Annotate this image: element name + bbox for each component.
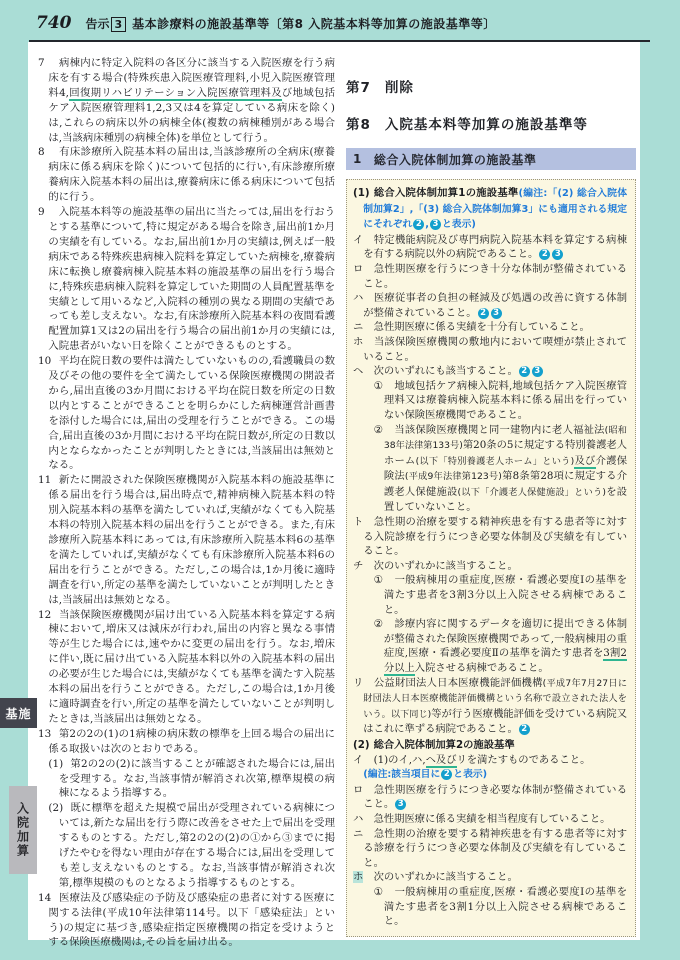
item-marker: 10 — [38, 355, 52, 368]
item-marker-cell — [374, 423, 395, 438]
paragraph-8: 8 有床診療所入院基本料の届出は,当該診療所の全病床(療養病床に係る病床を除く)について包括的に行い,有床診療所療養病床入院基本料の届出は,療養病床に係る病床について包括的に行う。 — [38, 146, 335, 204]
criteria-subitem-①: ① 地域包括ケア病棟入院料,地域包括ケア入院医療管理料又は療養病棟入院基本料に係る届出を行っていない保険医療機関であること。 — [373, 379, 627, 421]
paragraph-13-sub-(1): (1) 第2の2の(2)に該当することが確認された場合には,届出を受理する。なお,当該事情が解消され次第,標準規模の病棟になるよう指導する。 — [48, 757, 335, 800]
applies-to-badge-3: 3 — [552, 249, 563, 260]
item-marker-cell — [38, 145, 59, 160]
right-column — [346, 42, 636, 937]
item-marker-cell — [353, 291, 374, 306]
criteria-section-title: 総合入院体制加算1の施設基準 — [373, 187, 519, 199]
item-marker: ハ — [353, 812, 364, 825]
criteria-item-イ: イ 特定機能病院及び専門病院入院基本料を算定する病棟を有する病院以外の病院であること。 2 3 — [353, 233, 627, 261]
content-sheet — [28, 42, 640, 949]
applies-to-badge-3: 3 — [430, 219, 441, 230]
item-marker: (2) — [48, 802, 64, 815]
revision-underline: 回復期リハビリテーション入院医療管理料及 — [68, 86, 282, 99]
item-marker-cell — [38, 56, 59, 71]
item-marker: 9 — [38, 206, 45, 219]
inline-text: (昭和38年法律第133号) — [383, 424, 627, 452]
item-marker: ロ — [353, 262, 364, 275]
item-marker: 11 — [38, 474, 52, 487]
applies-to-badge-2: 2 — [413, 219, 424, 230]
item-marker: ホ — [353, 871, 364, 884]
paragraph-9: 9 入院基本料等の施設基準の届出に当たっては,届出を行おうとする基準について,特に規定がある場合を除き,届出前1か月の実績を有している。なお,届出前1か月の実績は,例えば一般病床である特殊疾患病棟入院料を算定していた病棟を,療養病床に転換し療養病棟入院基本料の施設基準の届出を行う場合に,特殊疾患病棟入院料を算定していた期間の人員配置基準を実績として用いるなど,入院料の種別の異なる期間の実績であっても差し支えない。なお,有床診療所入院基本料の夜間看護配置加算1又は2の届出を行う場合の届出前1か月の実績には,入院患者がいない日を除くことができるものとする。 — [38, 206, 335, 353]
item-marker: ニ — [353, 321, 364, 334]
item-marker-cell — [38, 473, 59, 488]
item-marker: 13 — [38, 727, 52, 740]
applies-to-badge-2: 2 — [478, 308, 489, 319]
item-marker-cell — [374, 379, 395, 394]
header-title: 基本診療料の施設基準等〔第8 入院基本料等加算の施設基準等〕 — [132, 17, 496, 31]
criteria-item-ホ: ホ 次のいずれかに該当すること。 — [353, 871, 518, 884]
item-marker: ① — [373, 885, 383, 898]
applies-to-badge-3: 3 — [395, 799, 406, 810]
item-marker: (2) — [353, 738, 370, 751]
item-marker-cell — [353, 335, 374, 350]
item-marker-cell — [353, 738, 374, 753]
item-marker-cell — [374, 573, 395, 588]
criteria-subitem-①: ① 一般病棟用の重症度,医療・看護必要度Ⅰの基準を満たす患者を3割3分以上入院させる病棟であること。 — [373, 574, 627, 616]
heading-section-7: 第7 削除 — [346, 80, 414, 96]
item-marker: (1) — [48, 757, 64, 770]
item-marker-cell — [374, 885, 395, 900]
item-marker: ヘ — [353, 365, 364, 378]
criteria-item-ホ: ホ 当該保険医療機関の敷地内において喫煙が禁止されていること。 — [353, 335, 627, 363]
paragraph-11: 11 新たに開設された保険医療機関が入院基本料の施設基準に係る届出を行う場合は,届出時点で,精神病棟入院基本料の特別入院基本料の基準を満たしていれば,実績がなくても入院基本料の特別入院基本料の届出を行うことができる。また,有床診療所入院基本料にあっては,有床診療所入院基本料6の基準を満たしていれば,実績がなくても有床診療所入院基本料6の届出を行うことができる。ただし,この場合は,1か月後に適時調査を行い,所定の基準を満たしていないことが判明したときは,当該届出は無効となる。 — [38, 474, 335, 606]
paragraph-14: 14 医療法及び感染症の予防及び感染症の患者に対する医療に関する法律(平成10年法律第114号。以下「感染症法」という)の規定に基づき,感染症指定医療機関の指定を受けようとする保険医療機関は,その旨を届け出る。 — [38, 891, 335, 949]
editorial-note: (編注:該当項目に — [363, 769, 441, 781]
criteria-box — [346, 179, 636, 937]
criteria-item-ニ: ニ 急性期の治療を要する精神疾患を有する患者等に対する診療を行うにつき必要な体制及び実績を有していること。 — [353, 827, 627, 869]
editorial-note: , — [425, 219, 430, 231]
item-marker: リ — [353, 676, 364, 689]
applies-to-badge-2: 2 — [441, 769, 452, 780]
heading-section-8: 第8 入院基本料等加算の施設基準等 — [346, 117, 588, 133]
item-marker-cell — [48, 757, 70, 772]
editorial-note: (編注:「(2) 総合入院体制加算2」,「(3) 総合入院体制加算3」にも適用される規定にそれぞれ — [363, 188, 628, 231]
item-marker: ② — [373, 423, 383, 436]
applies-to-badge-3: 3 — [532, 366, 543, 377]
item-marker-cell — [353, 812, 374, 827]
editorial-note: と表示) — [453, 769, 488, 781]
page-number: 740 — [36, 13, 72, 33]
item-marker: イ — [353, 753, 364, 766]
criteria-item-ロ: ロ 急性期医療を行うにつき必要な体制が整備されていること。 3 — [353, 783, 627, 811]
revision-underline: 及び — [574, 454, 596, 467]
item-marker-cell — [353, 515, 374, 530]
criteria-item-ロ: ロ 急性期医療を行うにつき十分な体制が整備されていること。 — [353, 262, 627, 290]
item-marker-cell — [38, 354, 59, 369]
criteria-subitem-②: ② 当該保険医療機関と同一建物内に老人福祉法(昭和38年法律第133号)第20条の5に規定する特別養護老人ホーム(以下「特別養護老人ホーム」という)及び介護保険法(平成9年法律第123号)第8条第28項に規定する介護老人保健施設(以下「介護老人保健施設」という)を設置していないこと。 — [373, 423, 628, 514]
criteria-item-ト: ト 急性期の治療を要する精神疾患を有する患者等に対する入院診療を行うにつき必要な体制及び実績を有していること。 — [353, 516, 627, 558]
item-marker-cell — [353, 676, 374, 691]
notice-number-box: 3 — [111, 17, 127, 32]
item-marker: イ — [353, 233, 364, 246]
editorial-note: と表示) — [442, 219, 476, 231]
inline-text: (平成9年法律第123号) — [404, 471, 502, 483]
left-column — [38, 56, 335, 950]
revision-underline: ヘ及び — [425, 753, 457, 766]
notice-label: 告示 3 — [86, 15, 133, 32]
criteria-section-(2) — [353, 738, 627, 753]
criteria-item-ハ: ハ 急性期医療に係る実績を相当程度有していること。 — [353, 812, 611, 825]
item-marker: ト — [353, 516, 364, 529]
item-marker: 14 — [38, 891, 52, 904]
paragraph-13-sub-(2): (2) 既に標準を超えた規模で届出が受理されている病棟については,新たな届出を行う際に改善をさせた上で届出を受理するものとする。ただし,第2の2の(2)の①から③までに掲げたやむを得ない理由が存在する場合には,届出を受理しても差し支えないものとする。なお,当該事情が解消され次第,標準規模のものとなるよう指導するものとする。 — [48, 802, 335, 889]
criteria-item-チ: チ 次のいずれかに該当すること。 — [353, 559, 518, 572]
item-marker-cell — [353, 364, 374, 379]
item-marker-cell — [353, 783, 374, 798]
criteria-item-リ: リ 公益財団法人日本医療機能評価機構(平成7年7月27日に財団法人日本医療機能評価機構という名称で設立された法人をいう。以下同じ)等が行う医療機能評価を受けている病院又はこれに準ずる病院であること。 2 — [353, 676, 628, 736]
inline-text: (平成7年7月27日に財団法人日本医療機能評価機構という名称で設立された法人をいう。以下同じ) — [363, 677, 628, 720]
item-marker-cell — [353, 262, 374, 277]
item-marker-cell — [353, 870, 374, 885]
item-marker: ① — [373, 574, 383, 587]
item-marker: ホ — [353, 335, 364, 348]
inline-text: (以下「特別養護老人ホーム」という) — [415, 455, 575, 467]
item-marker-cell — [38, 205, 59, 220]
item-marker-cell — [353, 233, 374, 248]
item-marker-cell — [353, 186, 374, 201]
item-marker-cell — [38, 608, 59, 623]
item-marker-cell — [353, 559, 374, 574]
applies-to-badge-2: 2 — [519, 724, 530, 735]
applies-to-badge-2: 2 — [519, 366, 530, 377]
item-marker: 8 — [38, 146, 45, 159]
item-marker-cell — [353, 753, 374, 768]
sidebar-tab-nyuin-kasan: 入院加算 — [9, 786, 37, 874]
item-marker: ロ — [353, 783, 364, 796]
paragraph-13: 13 第2の2の(1)の1病棟の病床数の標準を上回る場合の届出に係る取扱いは次のとおりである。 — [38, 727, 335, 755]
criteria-item-ハ: ハ 医療従事者の負担の軽減及び処遇の改善に資する体制が整備されていること。 2 3 — [353, 292, 627, 319]
criteria-subitem-②: ② 診療内容に関するデータを適切に提出できる体制が整備された保険医療機関であって,一般病棟用の重症度,医療・看護必要度Ⅱの基準を満たす患者を3割2分以上入院させる病棟であること。 — [373, 618, 627, 674]
item-marker: ニ — [353, 827, 364, 840]
item-marker-cell — [374, 617, 395, 632]
item-marker: チ — [353, 559, 364, 572]
sidebar-tab-kiso: 基施 — [0, 698, 37, 728]
paragraph-7: 7 病棟内に特定入院料の各区分に該当する入院医療を行う病床を有する場合(特殊疾患入院医療管理料,小児入院医療管理料4,回復期リハビリテーション入院医療管理料及び地域包括ケア入院医療管理料1,2,3又は4を算定している病床を除く)は,これらの病床以外の病棟全体(複数の病棟種別がある場合は,当該病床種別の病棟全体)を単位として行う。 — [38, 57, 336, 144]
item-marker-cell — [38, 891, 59, 906]
item-marker: (1) — [353, 187, 370, 199]
revision-underline: 3割2分以上 — [383, 647, 627, 674]
paragraph-12: 12 当該保険医療機関が届け出ている入院基本料を算定する病棟において,増床又は減床が行われ,届出の内容と異なる事情等が生じた場合には,速やかに変更の届出を行う。なお,増床に伴い,既に届け出ている入院基本料以外の入院基本料の届出の必要が生じた場合には,実績がなくても基準を満たす入院基本料の届出を行うことができる。ただし,この場合は,1か月後に適時調査を行い,所定の基準を満たしていないことが判明したときは,当該届出は無効となる。 — [38, 608, 335, 725]
item-marker-cell — [353, 827, 374, 842]
item-marker-cell — [48, 801, 70, 816]
criteria-item-イ: イ (1)のイ,ハ,ヘ及びリを満たすものであること。 (編注:該当項目に 2 と表示) — [353, 753, 627, 783]
criteria-section-title: 総合入院体制加算2の施設基準 — [373, 738, 515, 751]
criteria-item-ニ: ニ 急性期医療に係る実績を十分有していること。 — [353, 321, 590, 334]
paragraph-10: 10 平均在院日数の要件は満たしていないものの,看護職員の数及びその他の要件を全て満たしている保険医療機関の開設者から,届出直後の3か月間における平均在院日数を所定の日数以内とすることができることを明らかにした病棟運営計画書を添付した場合には,届出の受理を行うことができる。この場合,届出直後の3か月間における平均在院日数が,所定の日数以内とならなかったことが判明したときには,当該届出は無効となる。 — [38, 355, 335, 472]
item-marker: ハ — [353, 292, 364, 305]
item-marker: ① — [373, 379, 383, 392]
inline-text: (以下「介護老人保健施設」という) — [457, 486, 606, 498]
criteria-section-(1) — [353, 186, 627, 233]
criteria-item-ヘ: ヘ 次のいずれにも該当すること。 2 3 — [353, 364, 627, 379]
page-header — [36, 13, 646, 33]
applies-to-badge-2: 2 — [539, 249, 550, 260]
item-marker: ② — [373, 618, 383, 631]
item-marker: 12 — [38, 608, 52, 621]
applies-to-badge-3: 3 — [491, 308, 502, 319]
editorial-note-line — [363, 767, 627, 783]
item-marker: 7 — [38, 57, 45, 69]
item-marker-cell — [353, 320, 374, 335]
item-marker-cell — [38, 727, 59, 742]
subsection-band: 1 総合入院体制加算の施設基準 — [346, 148, 636, 170]
criteria-subitem-①: ① 一般病棟用の重症度,医療・看護必要度Ⅰの基準を満たす患者を3割1分以上入院させる病棟であること。 — [373, 885, 627, 928]
